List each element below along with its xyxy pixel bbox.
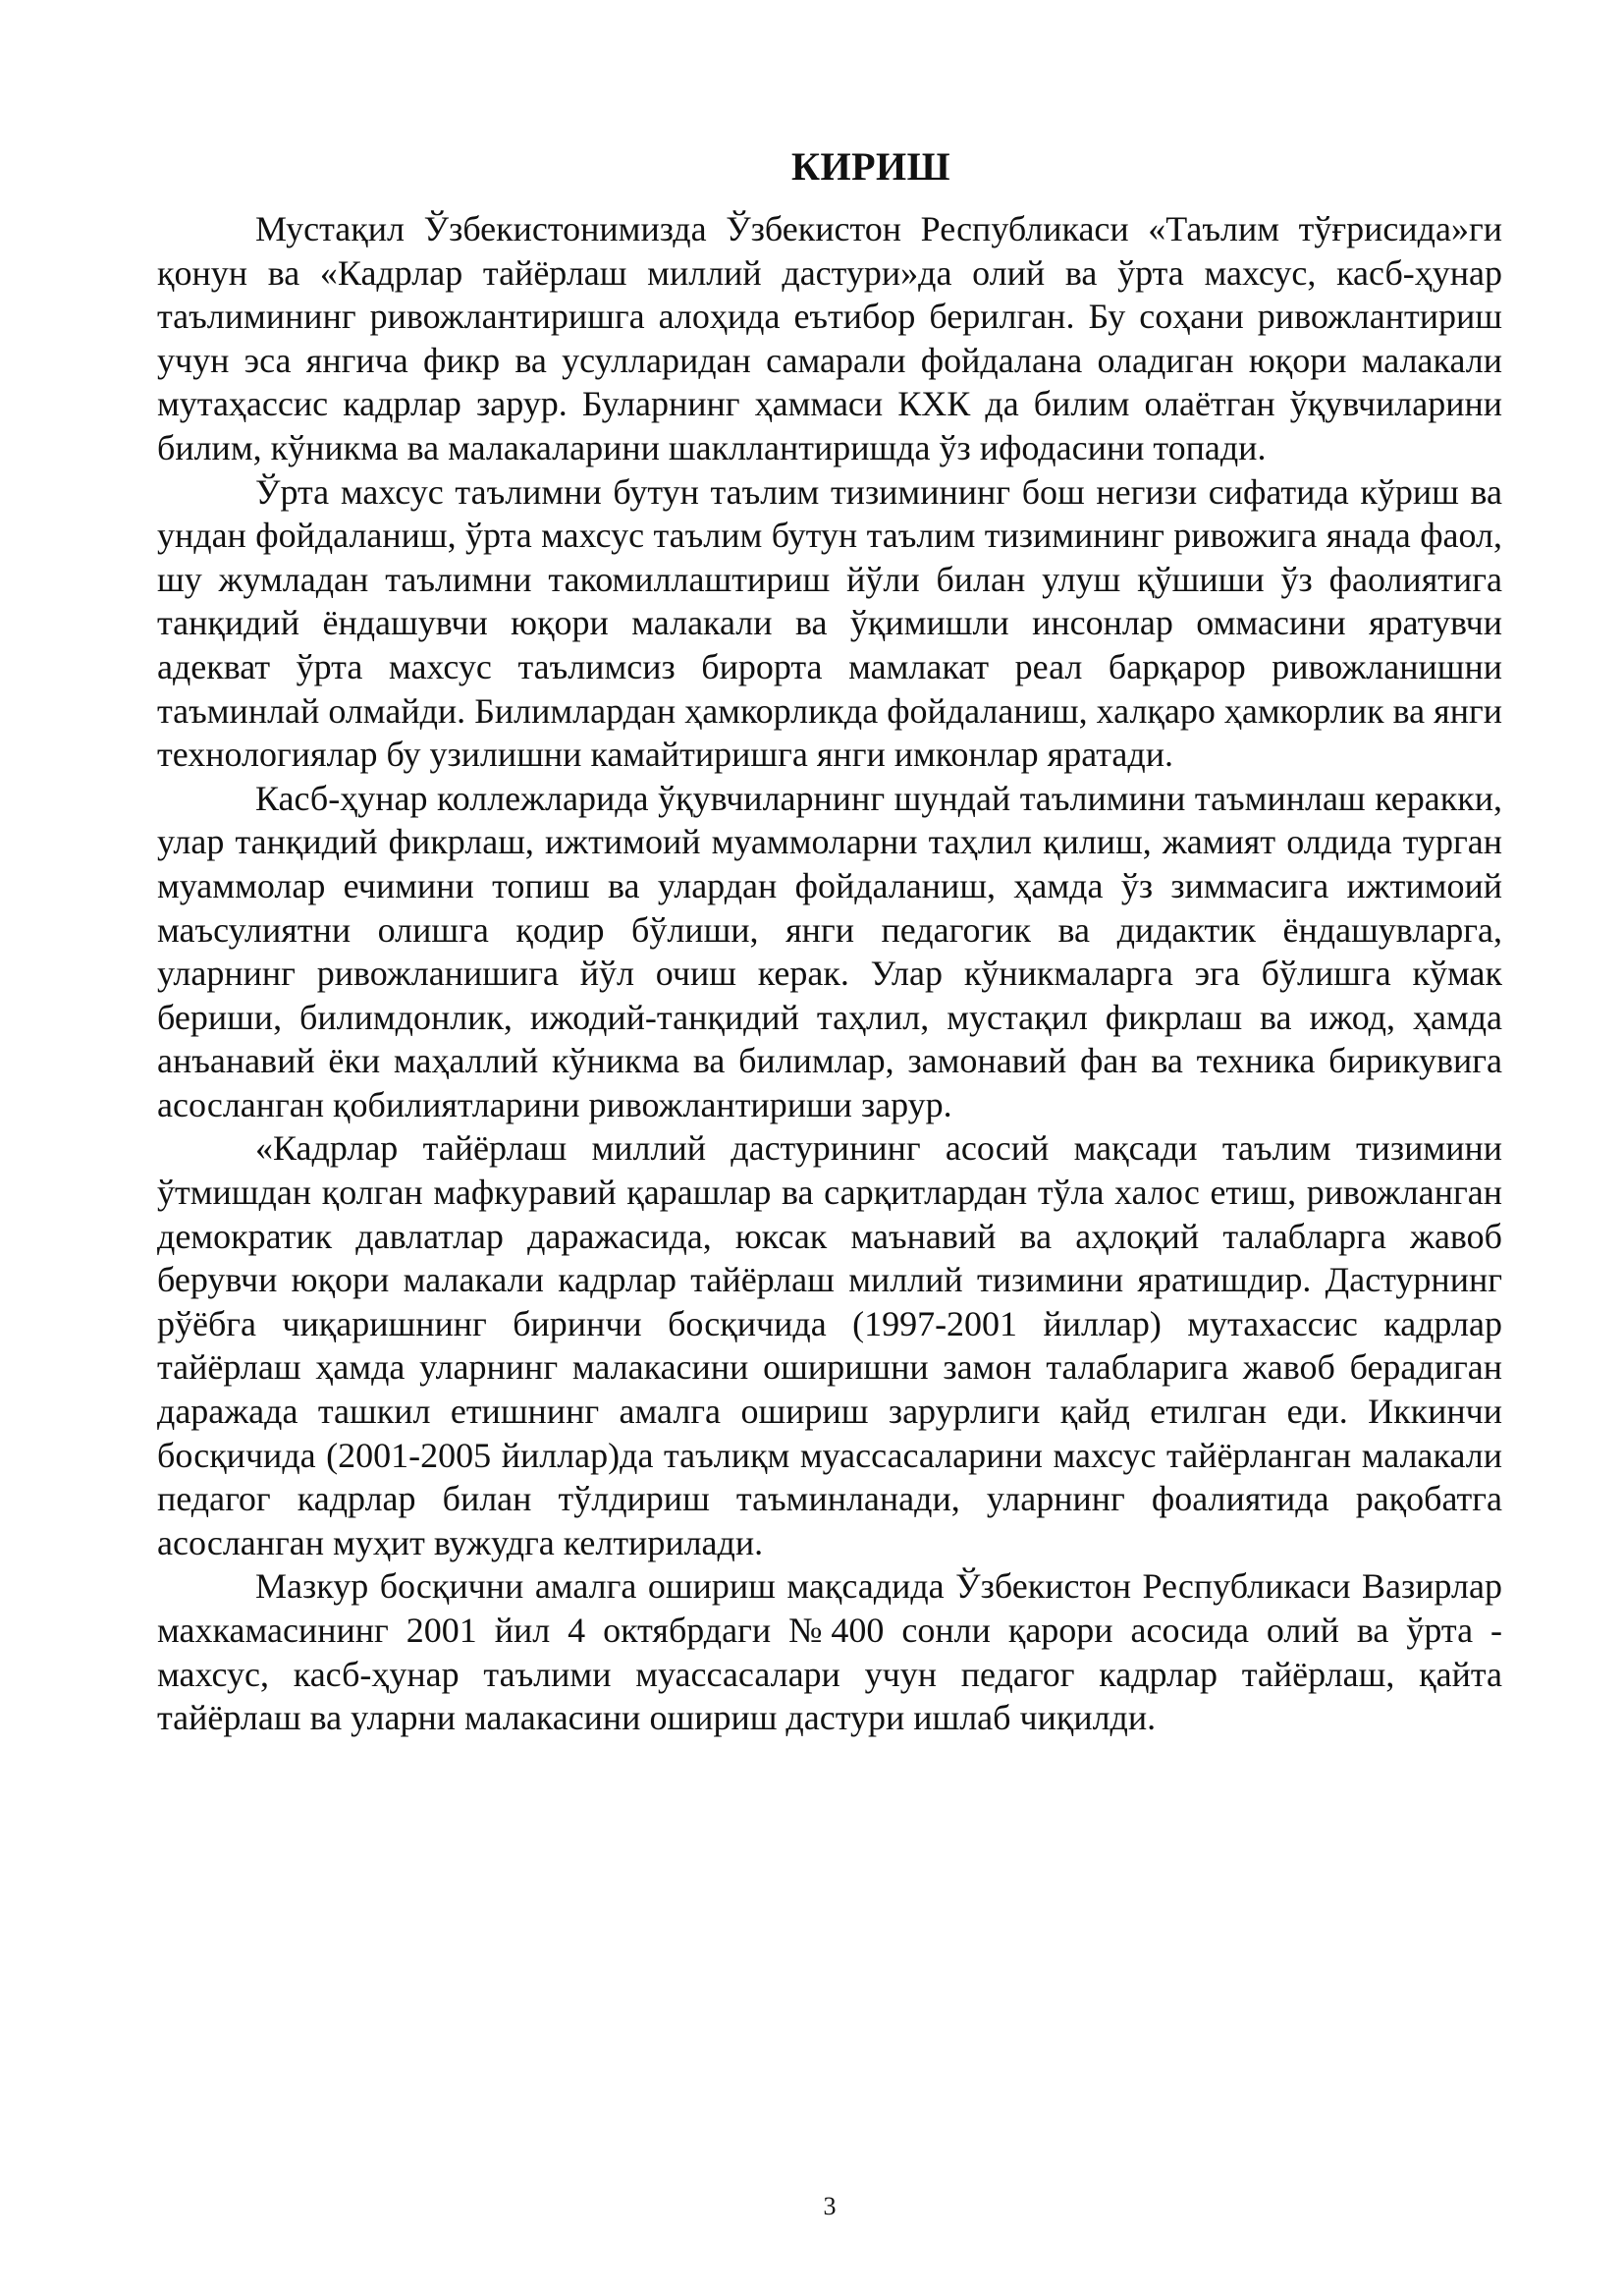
page-title: КИРИШ	[790, 143, 951, 189]
paragraph-1: Мустақил Ўзбекистонимизда Ўзбекистон Республикаси «Таълим тўғрисида»ги қонун ва «Кадрлар тайёрлаш миллий дастури»да олий ва ўрта махсус, касб-ҳунар таълимининг ривожлантиришга алоҳида еътибор берилган. Бу соҳани ривожлантириш учун эса янгича фикр ва усулларидан самарали фойдалана оладиган юқори малакали мутаҳассис кадрлар зарур. Буларнинг ҳаммаси КХК да билим олаётган ўқувчиларини билим, кўникма ва малакаларини шакллантиришда ўз ифодасини топади.	[157, 209, 1502, 467]
paragraph-4: «Кадрлар тайёрлаш миллий дастурининг асосий мақсади таълим тизимини ўтмишдан қолган мафкуравий қарашлар ва сарқитлардан тўла халос етиш, ривожланган демократик давлатлар даражасида, юксак маънавий ва аҳлоқий талабларга жавоб берувчи юқори малакали кадрлар тайёрлаш миллий тизимини яратишдир. Дастурнинг рўёбга чиқаришнинг биринчи босқичида (1997-2001 йиллар) мутахассис кадрлар тайёрлаш ҳамда уларнинг малакасини оширишни замон талабларига жавоб берадиган даражада ташкил етишнинг амалга ошириш зарурлиги қайд етилган еди. Иккинчи босқичида (2001-2005 йиллар)да таълиқм муассасаларини махсус тайёрланган малакали педагог кадрлар билан тўлдириш таъминланади, уларнинг фоалиятида рақобатга асосланган муҳит вужудга келтирилади.	[157, 1128, 1502, 1562]
paragraph-3: Касб-ҳунар коллежларида ўқувчиларнинг шундай таълимини таъминлаш керакки, улар танқидий фикрлаш, ижтимоий муаммоларни таҳлил қилиш, жамият олдида турган муаммолар ечимини топиш ва улардан фойдаланиш, ҳамда ўз зиммасига ижтимоий маъсулиятни олишга қодир бўлиши, янги педагогик ва дидактик ёндашувларга, уларнинг ривожланишига йўл очиш керак. Улар кўникмаларга эга бўлишга кўмак бериши, билимдонлик, ижодий-танқидий таҳлил, мустақил фикрлаш ва ижод, ҳамда анъанавий ёки маҳаллий кўникма ва билимлар, замонавий фан ва техника бирикувига асосланган қобилиятларини ривожлантириши зарур.	[157, 778, 1502, 1124]
paragraph-2: Ўрта махсус таълимни бутун таълим тизимининг бош негизи сифатида кўриш ва ундан фойдаланиш, ўрта махсус таълим бутун таълим тизимининг ривожига янада фаол, шу жумладан таълимни такомиллаштириш йўли билан улуш қўшиши ўз фаолиятига танқидий ёндашувчи юқори малакали ва ўқимишли инсонлар оммасини яратувчи адекват ўрта махсус таълимсиз бирорта мамлакат реал барқарор ривожланишни таъминлай олмайди. Билимлардан ҳамкорликда фойдаланиш, халқаро ҳамкорлик ва янги технологиялар бу узилишни камайтиришга янги имконлар яратади.	[157, 471, 1502, 775]
page-number: 3	[823, 2192, 837, 2220]
paragraph-5: Мазкур босқични амалга ошириш мақсадида Ўзбекистон Республикаси Вазирлар махкамасининг 2001 йил 4 октябрдаги №400 сонли қарори асосида олий ва ўрта - махсус, касб-ҳунар таълими муассасалари учун педагог кадрлар тайёрлаш, қайта тайёрлаш ва уларни малакасини ошириш дастури ишлаб чиқилди.	[157, 1566, 1502, 1738]
document-body	[157, 207, 1502, 1740]
